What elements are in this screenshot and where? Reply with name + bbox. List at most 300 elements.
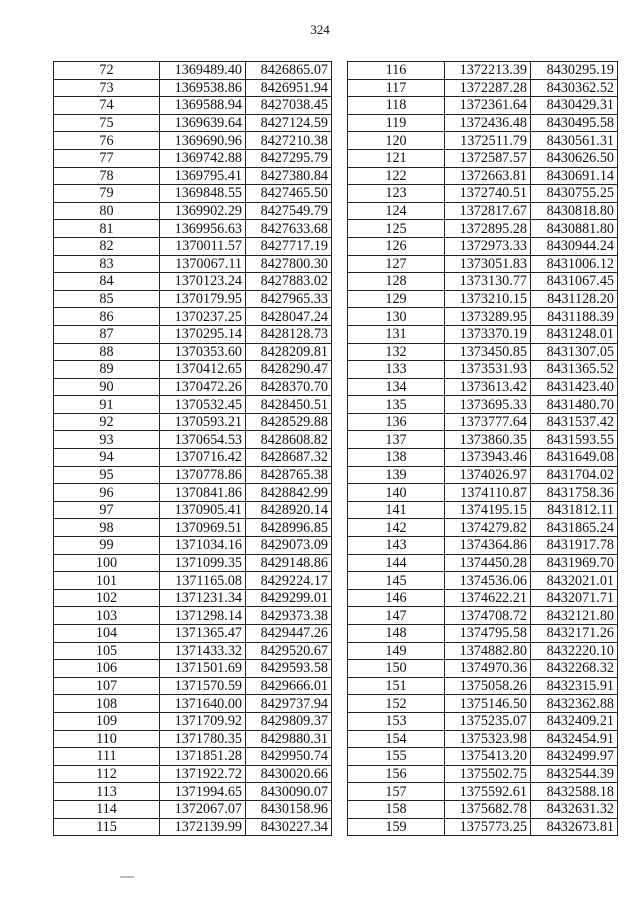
coordinate-x: 1370179.95 (160, 290, 246, 308)
coordinate-x: 1369742.88 (160, 149, 246, 167)
coordinate-x: 1375773.25 (445, 818, 531, 836)
coordinate-x: 1369538.86 (160, 79, 246, 97)
coordinate-x: 1372817.67 (445, 202, 531, 220)
coordinate-x: 1374195.15 (445, 501, 531, 519)
table-row (54, 220, 332, 238)
coordinate-y: 8430818.80 (531, 202, 618, 220)
table-row (348, 537, 618, 555)
table-row (348, 484, 618, 502)
coordinate-y: 8430158.96 (246, 800, 332, 818)
point-number: 143 (348, 537, 445, 555)
table-row (348, 308, 618, 326)
coordinate-y: 8427800.30 (246, 255, 332, 273)
table-row (348, 466, 618, 484)
coordinate-x: 1375502.75 (445, 765, 531, 783)
table-row (54, 748, 332, 766)
point-number: 154 (348, 730, 445, 748)
table-row (348, 378, 618, 396)
point-number: 113 (54, 783, 160, 801)
coordinate-y: 8431812.11 (531, 501, 618, 519)
coordinate-x: 1371780.35 (160, 730, 246, 748)
coordinate-x: 1372139.99 (160, 818, 246, 836)
table-row (348, 677, 618, 695)
coordinate-x: 1375235.07 (445, 712, 531, 730)
coordinate-y: 8432588.18 (531, 783, 618, 801)
point-number: 148 (348, 625, 445, 643)
coordinate-y: 8429373.38 (246, 607, 332, 625)
point-number: 117 (348, 79, 445, 97)
table-row (54, 695, 332, 713)
point-number: 88 (54, 343, 160, 361)
coordinates-table-right (347, 61, 618, 836)
coordinate-x: 1373051.83 (445, 255, 531, 273)
table-row (54, 325, 332, 343)
coordinate-y: 8429224.17 (246, 572, 332, 590)
coordinate-x: 1375323.98 (445, 730, 531, 748)
coordinate-x: 1370237.25 (160, 308, 246, 326)
point-number: 74 (54, 97, 160, 115)
table-row (348, 783, 618, 801)
point-number: 81 (54, 220, 160, 238)
table-row (54, 642, 332, 660)
table-row (348, 642, 618, 660)
coordinate-x: 1370011.57 (160, 237, 246, 255)
coordinate-y: 8432409.21 (531, 712, 618, 730)
coordinate-x: 1370067.11 (160, 255, 246, 273)
coordinate-y: 8428842.99 (246, 484, 332, 502)
point-number: 149 (348, 642, 445, 660)
coordinate-x: 1372587.57 (445, 149, 531, 167)
coordinate-x: 1371365.47 (160, 625, 246, 643)
coordinate-y: 8431704.02 (531, 466, 618, 484)
table-row (54, 167, 332, 185)
coordinate-x: 1374882.80 (445, 642, 531, 660)
table-row (348, 220, 618, 238)
point-number: 144 (348, 554, 445, 572)
point-number: 150 (348, 660, 445, 678)
point-number: 134 (348, 378, 445, 396)
table-row (348, 748, 618, 766)
table-row (348, 325, 618, 343)
coordinate-x: 1372361.64 (445, 97, 531, 115)
point-number: 85 (54, 290, 160, 308)
coordinate-y: 8429073.09 (246, 537, 332, 555)
coordinate-x: 1370472.26 (160, 378, 246, 396)
point-number: 79 (54, 185, 160, 203)
coordinate-y: 8427965.33 (246, 290, 332, 308)
coordinate-y: 8431865.24 (531, 519, 618, 537)
table-row (348, 185, 618, 203)
point-number: 146 (348, 589, 445, 607)
coordinate-x: 1371851.28 (160, 748, 246, 766)
table-row (348, 149, 618, 167)
table-row (54, 343, 332, 361)
coordinate-x: 1370841.86 (160, 484, 246, 502)
coordinate-y: 8428370.70 (246, 378, 332, 396)
point-number: 129 (348, 290, 445, 308)
coordinate-y: 8430944.24 (531, 237, 618, 255)
point-number: 101 (54, 572, 160, 590)
table-row (54, 800, 332, 818)
coordinate-x: 1375413.20 (445, 748, 531, 766)
coordinate-x: 1370654.53 (160, 431, 246, 449)
coordinate-x: 1372436.48 (445, 114, 531, 132)
table-row (54, 783, 332, 801)
point-number: 153 (348, 712, 445, 730)
coordinate-y: 8430020.66 (246, 765, 332, 783)
coordinate-y: 8432631.32 (531, 800, 618, 818)
coordinate-x: 1373210.15 (445, 290, 531, 308)
coordinate-x: 1375058.26 (445, 677, 531, 695)
coordinate-x: 1371501.69 (160, 660, 246, 678)
point-number: 103 (54, 607, 160, 625)
table-row (348, 607, 618, 625)
coordinate-x: 1369848.55 (160, 185, 246, 203)
point-number: 122 (348, 167, 445, 185)
point-number: 72 (54, 62, 160, 80)
table-row (348, 800, 618, 818)
table-row (54, 132, 332, 150)
coordinate-y: 8427717.19 (246, 237, 332, 255)
coordinate-x: 1371298.14 (160, 607, 246, 625)
table-row (348, 625, 618, 643)
point-number: 130 (348, 308, 445, 326)
point-number: 132 (348, 343, 445, 361)
point-number: 82 (54, 237, 160, 255)
point-number: 90 (54, 378, 160, 396)
table-row (348, 361, 618, 379)
table-row (54, 273, 332, 291)
point-number: 102 (54, 589, 160, 607)
coordinate-y: 8428290.47 (246, 361, 332, 379)
coordinate-x: 1374110.87 (445, 484, 531, 502)
table-row (54, 554, 332, 572)
coordinate-y: 8429950.74 (246, 748, 332, 766)
table-row (54, 484, 332, 502)
point-number: 107 (54, 677, 160, 695)
table-row (348, 818, 618, 836)
coordinate-y: 8427549.79 (246, 202, 332, 220)
point-number: 139 (348, 466, 445, 484)
coordinate-x: 1374795.58 (445, 625, 531, 643)
coordinate-x: 1374450.28 (445, 554, 531, 572)
coordinate-y: 8431423.40 (531, 378, 618, 396)
coordinate-x: 1371570.59 (160, 677, 246, 695)
coordinate-y: 8430881.80 (531, 220, 618, 238)
table-row (54, 413, 332, 431)
table-row (348, 413, 618, 431)
coordinate-x: 1373130.77 (445, 273, 531, 291)
table-row (348, 519, 618, 537)
coordinate-x: 1371099.35 (160, 554, 246, 572)
coordinate-y: 8430362.52 (531, 79, 618, 97)
table-row (54, 712, 332, 730)
coordinate-y: 8432071.71 (531, 589, 618, 607)
table-row (348, 554, 618, 572)
coordinate-y: 8431067.45 (531, 273, 618, 291)
point-number: 99 (54, 537, 160, 555)
coordinate-y: 8427633.68 (246, 220, 332, 238)
point-number: 121 (348, 149, 445, 167)
coordinate-y: 8432021.01 (531, 572, 618, 590)
coordinate-y: 8431917.78 (531, 537, 618, 555)
coordinate-y: 8431307.05 (531, 343, 618, 361)
coordinate-y: 8429809.37 (246, 712, 332, 730)
coordinate-x: 1370295.14 (160, 325, 246, 343)
coordinate-y: 8431128.20 (531, 290, 618, 308)
table-row (348, 132, 618, 150)
table-row (54, 572, 332, 590)
point-number: 108 (54, 695, 160, 713)
coordinate-y: 8431188.39 (531, 308, 618, 326)
coordinate-y: 8429737.94 (246, 695, 332, 713)
coordinate-y: 8431537.42 (531, 413, 618, 431)
coordinate-x: 1369489.40 (160, 62, 246, 80)
table-row (54, 97, 332, 115)
point-number: 78 (54, 167, 160, 185)
coordinate-y: 8430495.58 (531, 114, 618, 132)
table-row (54, 501, 332, 519)
point-number: 95 (54, 466, 160, 484)
point-number: 152 (348, 695, 445, 713)
point-number: 111 (54, 748, 160, 766)
coordinate-y: 8427124.59 (246, 114, 332, 132)
coordinate-x: 1374970.36 (445, 660, 531, 678)
point-number: 98 (54, 519, 160, 537)
coordinate-y: 8427038.45 (246, 97, 332, 115)
table-row (54, 466, 332, 484)
coordinate-x: 1373370.19 (445, 325, 531, 343)
coordinate-y: 8431758.36 (531, 484, 618, 502)
table-row (54, 765, 332, 783)
point-number: 156 (348, 765, 445, 783)
coordinate-x: 1370905.41 (160, 501, 246, 519)
coordinate-y: 8427380.84 (246, 167, 332, 185)
point-number: 119 (348, 114, 445, 132)
coordinate-x: 1374364.86 (445, 537, 531, 555)
point-number: 120 (348, 132, 445, 150)
coordinate-x: 1375592.61 (445, 783, 531, 801)
table-row (54, 290, 332, 308)
table-row (348, 449, 618, 467)
point-number: 136 (348, 413, 445, 431)
coordinate-y: 8432171.26 (531, 625, 618, 643)
coordinate-y: 8431969.70 (531, 554, 618, 572)
table-row (54, 396, 332, 414)
point-number: 106 (54, 660, 160, 678)
coordinate-x: 1370412.65 (160, 361, 246, 379)
coordinate-y: 8429593.58 (246, 660, 332, 678)
table-row (348, 255, 618, 273)
coordinate-x: 1369690.96 (160, 132, 246, 150)
coordinate-x: 1374622.21 (445, 589, 531, 607)
point-number: 112 (54, 765, 160, 783)
table-row (54, 730, 332, 748)
table-row (54, 308, 332, 326)
coordinate-x: 1370593.21 (160, 413, 246, 431)
table-row (54, 537, 332, 555)
table-row (54, 114, 332, 132)
point-number: 151 (348, 677, 445, 695)
point-number: 116 (348, 62, 445, 80)
point-number: 105 (54, 642, 160, 660)
coordinate-x: 1373777.64 (445, 413, 531, 431)
point-number: 155 (348, 748, 445, 766)
point-number: 138 (348, 449, 445, 467)
coordinate-y: 8429666.01 (246, 677, 332, 695)
coordinate-y: 8429880.31 (246, 730, 332, 748)
point-number: 141 (348, 501, 445, 519)
coordinate-y: 8430295.19 (531, 62, 618, 80)
point-number: 140 (348, 484, 445, 502)
point-number: 93 (54, 431, 160, 449)
point-number: 94 (54, 449, 160, 467)
coordinate-y: 8431593.55 (531, 431, 618, 449)
table-row (348, 290, 618, 308)
coordinate-y: 8428920.14 (246, 501, 332, 519)
coordinate-y: 8426951.94 (246, 79, 332, 97)
coordinate-x: 1370716.42 (160, 449, 246, 467)
point-number: 91 (54, 396, 160, 414)
table-row (348, 237, 618, 255)
table-row (348, 660, 618, 678)
coordinate-y: 8427465.50 (246, 185, 332, 203)
coordinate-x: 1371922.72 (160, 765, 246, 783)
coordinate-x: 1370532.45 (160, 396, 246, 414)
coordinate-x: 1373531.93 (445, 361, 531, 379)
coordinate-x: 1372740.51 (445, 185, 531, 203)
point-number: 125 (348, 220, 445, 238)
coordinate-y: 8428529.88 (246, 413, 332, 431)
coordinate-x: 1372511.79 (445, 132, 531, 150)
coordinate-y: 8427210.38 (246, 132, 332, 150)
point-number: 118 (348, 97, 445, 115)
coordinate-y: 8431365.52 (531, 361, 618, 379)
point-number: 84 (54, 273, 160, 291)
coordinate-x: 1369639.64 (160, 114, 246, 132)
point-number: 133 (348, 361, 445, 379)
point-number: 97 (54, 501, 160, 519)
coordinate-y: 8430561.31 (531, 132, 618, 150)
coordinate-y: 8427883.02 (246, 273, 332, 291)
coordinate-x: 1371231.34 (160, 589, 246, 607)
coordinate-x: 1374279.82 (445, 519, 531, 537)
coordinate-y: 8429520.67 (246, 642, 332, 660)
point-number: 135 (348, 396, 445, 414)
table-row (348, 396, 618, 414)
coordinate-x: 1370353.60 (160, 343, 246, 361)
coordinate-y: 8428608.82 (246, 431, 332, 449)
coordinate-y: 8431649.08 (531, 449, 618, 467)
coordinate-x: 1369795.41 (160, 167, 246, 185)
coordinates-table-left (53, 61, 332, 836)
coordinate-x: 1370778.86 (160, 466, 246, 484)
point-number: 87 (54, 325, 160, 343)
point-number: 137 (348, 431, 445, 449)
coordinate-x: 1372287.28 (445, 79, 531, 97)
table-row (54, 660, 332, 678)
coordinate-x: 1375146.50 (445, 695, 531, 713)
point-number: 109 (54, 712, 160, 730)
coordinate-y: 8431480.70 (531, 396, 618, 414)
point-number: 77 (54, 149, 160, 167)
coordinate-y: 8432268.32 (531, 660, 618, 678)
coordinate-y: 8430227.34 (246, 818, 332, 836)
table-row (348, 273, 618, 291)
table-row (348, 114, 618, 132)
table-row (348, 765, 618, 783)
coordinate-x: 1371433.32 (160, 642, 246, 660)
coordinate-y: 8432499.97 (531, 748, 618, 766)
point-number: 142 (348, 519, 445, 537)
coordinate-y: 8431006.12 (531, 255, 618, 273)
table-row (54, 79, 332, 97)
coordinate-x: 1372213.39 (445, 62, 531, 80)
point-number: 124 (348, 202, 445, 220)
table-row (348, 712, 618, 730)
table-row (348, 501, 618, 519)
point-number: 80 (54, 202, 160, 220)
coordinate-x: 1374026.97 (445, 466, 531, 484)
table-row (54, 519, 332, 537)
coordinate-x: 1374708.72 (445, 607, 531, 625)
coordinate-y: 8428765.38 (246, 466, 332, 484)
point-number: 73 (54, 79, 160, 97)
coordinate-x: 1370969.51 (160, 519, 246, 537)
coordinate-y: 8428209.81 (246, 343, 332, 361)
table-row (348, 97, 618, 115)
coordinate-y: 8430429.31 (531, 97, 618, 115)
point-number: 86 (54, 308, 160, 326)
point-number: 127 (348, 255, 445, 273)
coordinate-y: 8432454.91 (531, 730, 618, 748)
coordinate-x: 1372973.33 (445, 237, 531, 255)
table-row (348, 167, 618, 185)
point-number: 75 (54, 114, 160, 132)
table-row (54, 202, 332, 220)
coordinate-y: 8428128.73 (246, 325, 332, 343)
point-number: 147 (348, 607, 445, 625)
coordinate-x: 1373450.85 (445, 343, 531, 361)
coordinate-y: 8428047.24 (246, 308, 332, 326)
coordinate-y: 8429299.01 (246, 589, 332, 607)
coordinate-x: 1374536.06 (445, 572, 531, 590)
table-row (54, 818, 332, 836)
table-row (54, 431, 332, 449)
point-number: 110 (54, 730, 160, 748)
point-number: 89 (54, 361, 160, 379)
point-number: 96 (54, 484, 160, 502)
coordinate-y: 8429447.26 (246, 625, 332, 643)
coordinate-x: 1371709.92 (160, 712, 246, 730)
point-number: 104 (54, 625, 160, 643)
coordinate-x: 1369902.29 (160, 202, 246, 220)
footer-mark (120, 876, 134, 878)
table-row (348, 695, 618, 713)
coordinate-x: 1373860.35 (445, 431, 531, 449)
point-number: 92 (54, 413, 160, 431)
coordinate-y: 8432220.10 (531, 642, 618, 660)
point-number: 128 (348, 273, 445, 291)
table-row (54, 255, 332, 273)
table-row (54, 625, 332, 643)
point-number: 115 (54, 818, 160, 836)
table-row (348, 572, 618, 590)
coordinate-x: 1373613.42 (445, 378, 531, 396)
point-number: 83 (54, 255, 160, 273)
coordinate-x: 1369588.94 (160, 97, 246, 115)
coordinate-y: 8428450.51 (246, 396, 332, 414)
